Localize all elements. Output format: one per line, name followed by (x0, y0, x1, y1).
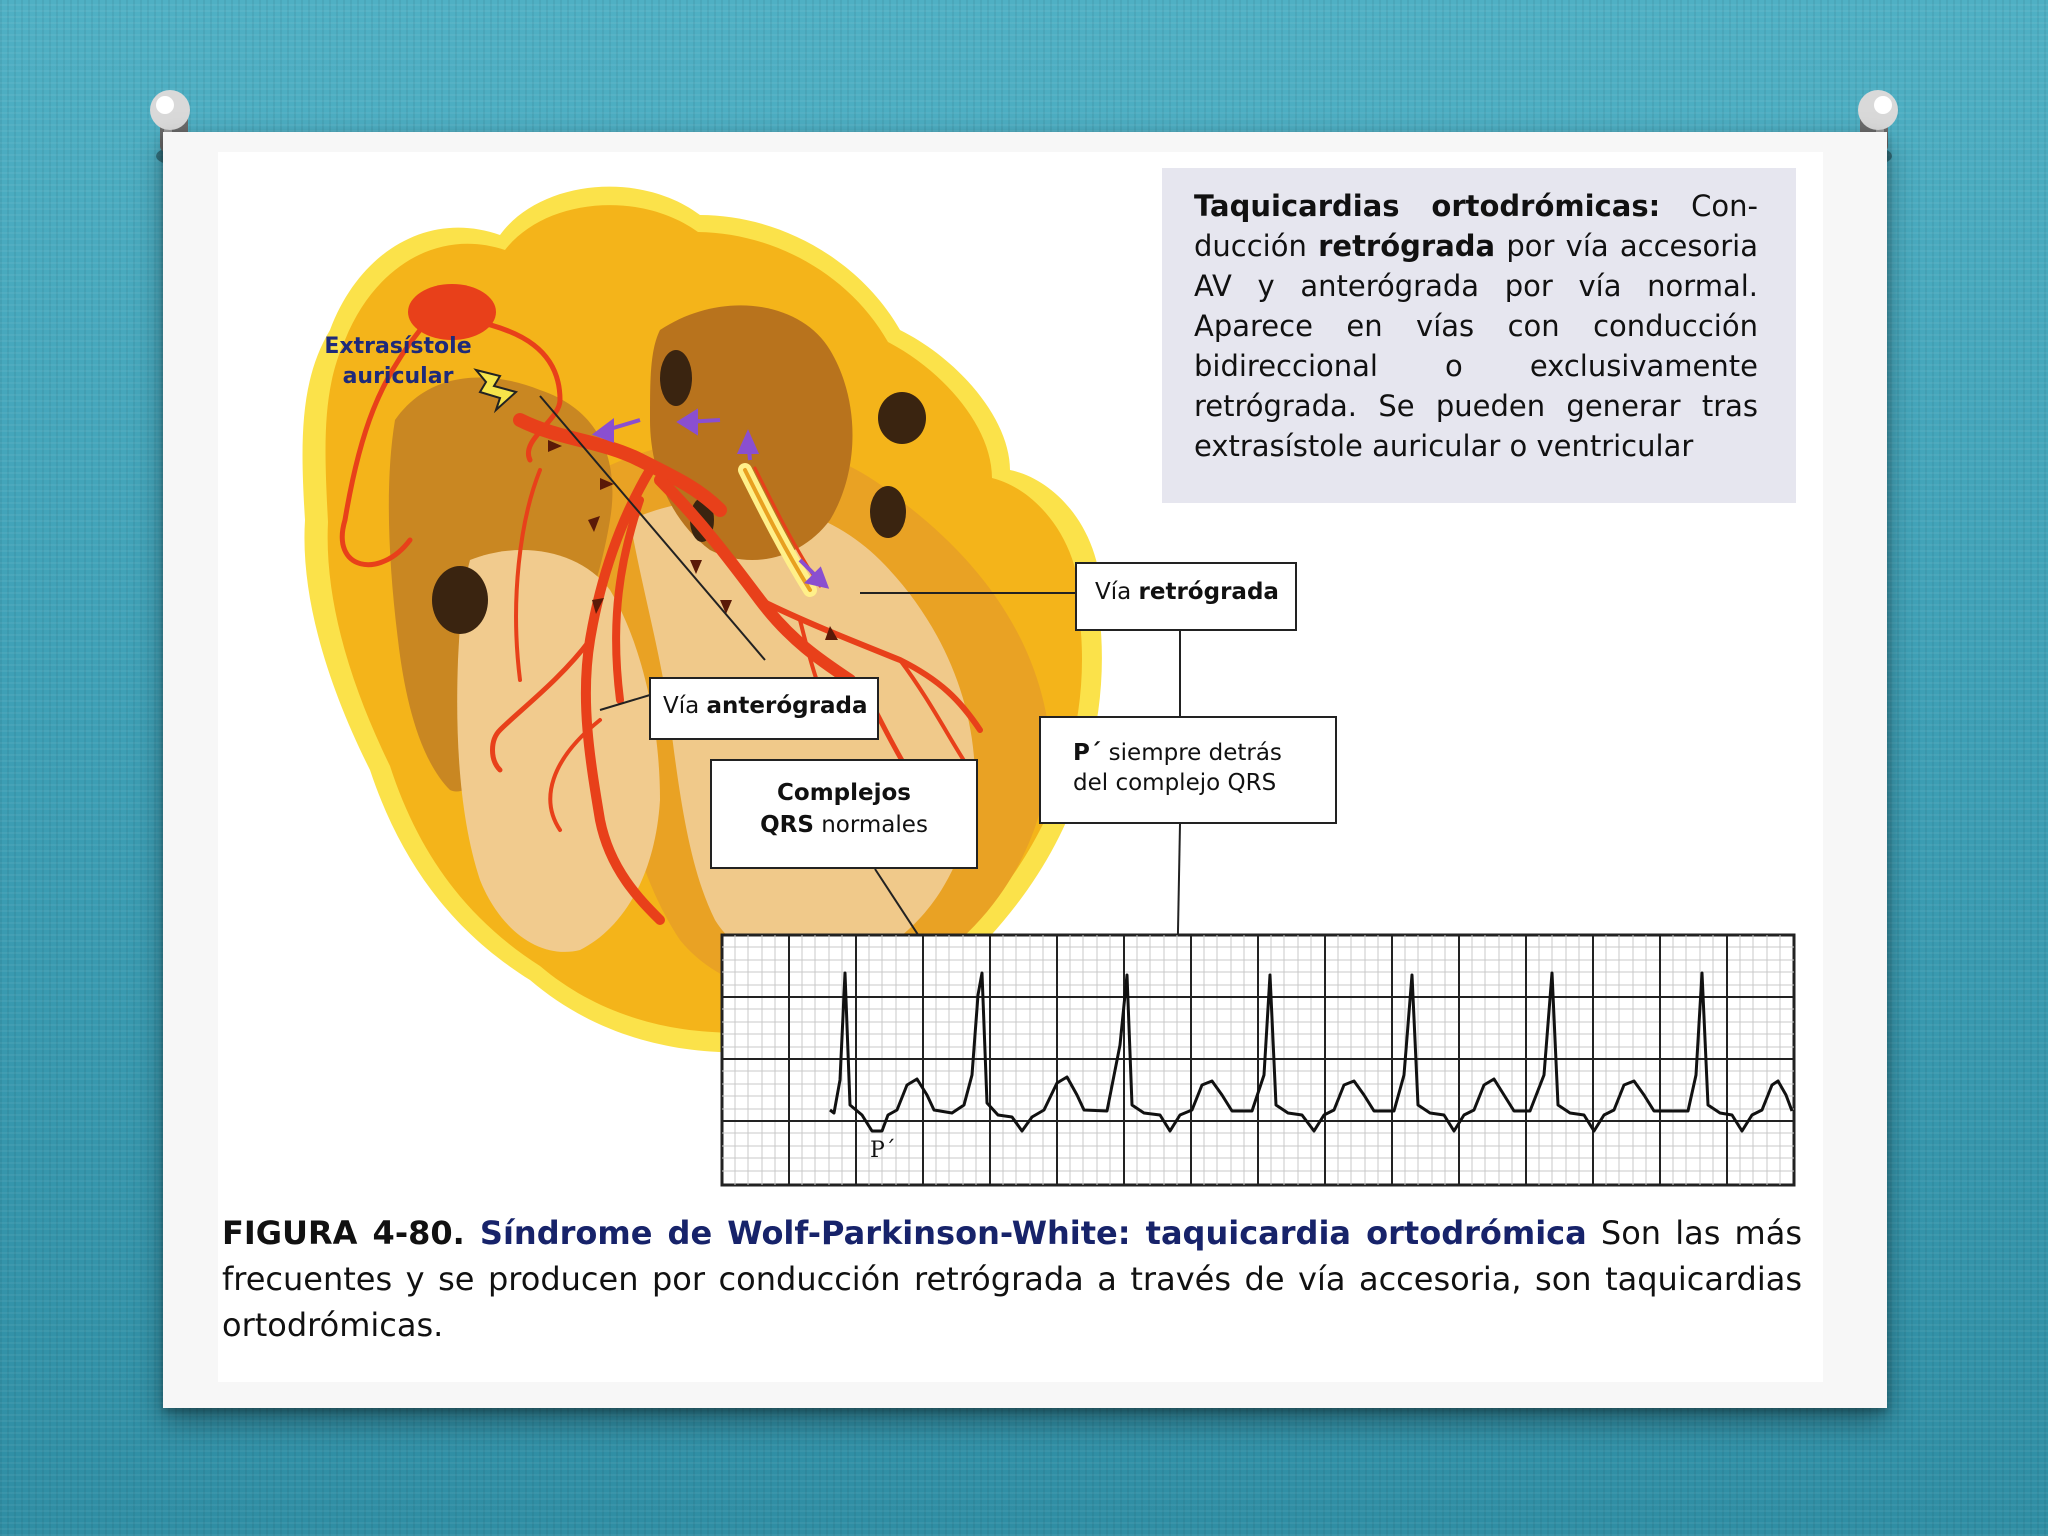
vessel-opening (878, 392, 926, 444)
info-text: por vía accesoria AV y anterógrada por vía normal. Aparece en vías con conducción bidireccional o exclusivamente retrógrada. Se pueden generar tras extrasístole auricular o ventricular (1194, 229, 1758, 463)
p-prime-marker: P´ (870, 1138, 896, 1163)
info-box (1162, 168, 1796, 503)
vessel-opening (870, 486, 906, 538)
info-bold-term: retrógrada (1318, 229, 1496, 263)
figure-number: FIGURA 4-80. (222, 1214, 465, 1252)
via-anterograda-label: Vía anterógrada (649, 677, 879, 740)
complejos-qrs-label: Complejos QRS normales (710, 759, 978, 869)
p-prime-label: P´ siempre detrás del complejo QRS (1039, 716, 1337, 824)
figure-text: Son las más frecuentes y se producen por conducción retrógrada a través de vía accesoria, son taquicardias ortodrómicas. (222, 1214, 1802, 1344)
extrasistole-label: Extrasístole auricular (324, 334, 472, 389)
info-text: Con-ducción (1194, 189, 1758, 263)
info-heading: Taquicardias ortodrómicas: (1194, 189, 1661, 223)
figure-caption (222, 1210, 1802, 1348)
via-retrograda-label: Vía retrógrada (1075, 562, 1297, 631)
vessel-opening (660, 350, 692, 406)
figure-title: Síndrome de Wolf-Parkinson-White: taquicardia ortodrómica (464, 1214, 1587, 1252)
vessel-opening (432, 566, 488, 634)
